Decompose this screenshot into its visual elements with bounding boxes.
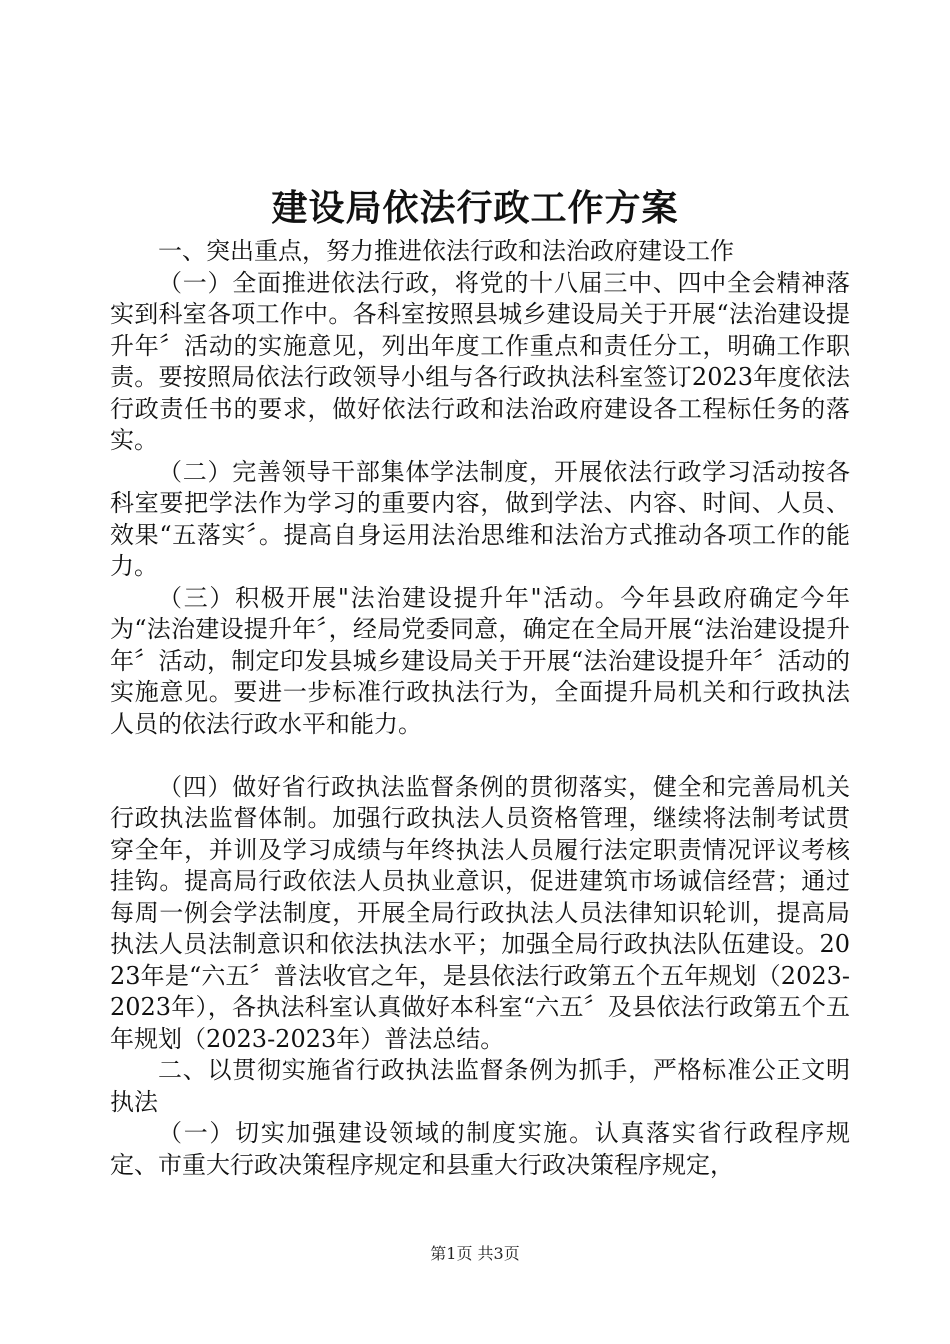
paragraph-spacer (110, 740, 850, 772)
document-title: 建设局依法行政工作方案 (271, 187, 679, 229)
document-body (110, 236, 850, 1181)
section-heading-1: 一、突出重点，努力推进依法行政和法治政府建设工作 (158, 237, 734, 265)
page-number: 第1页 共3页 (430, 1244, 520, 1263)
paragraph-1-1: （一）全面推进依法行政，将党的十八届三中、四中全会精神落实到科室各项工作中。各科室按照县城乡建设局关于开展“法治建设提升年〞活动的实施意见，列出年度工作重点和责任分工，明确工作职责。要按照局依法行政领导小组与各行政执法科室签订2023年度依法行政责任书的要求，做好依法行政和法治政府建设各工程标任务的落实。 (110, 268, 850, 454)
paragraph-1-3: （三）积极开展"法治建设提升年"活动。今年县政府确定今年为“法治建设提升年〞，经局党委同意，确定在全局开展“法治建设提升年〞活动，制定印发县城乡建设局关于开展“法治建设提升年〞活动的实施意见。要进一步标准行政执法行为，全面提升局机关和行政执法人员的依法行政水平和能力。 (110, 583, 850, 738)
paragraph-2-1: （一）切实加强建设领域的制度实施。认真落实省行政程序规定、市重大行政决策程序规定和县重大行政决策程序规定， (110, 1119, 850, 1179)
section-heading-2: 二、以贯彻实施省行政执法监督条例为抓手，严格标准公正文明执法 (110, 1056, 850, 1116)
paragraph-1-4: （四）做好省行政执法监督条例的贯彻落实，健全和完善局机关行政执法监督体制。加强行政执法人员资格管理，继续将法制考试贯穿全年，并训及学习成绩与年终执法人员履行法定职责情况评议考核挂钩。提高局行政依法人员执业意识，促进建筑市场诚信经营；通过每周一例会学法制度，开展全局行政执法人员法律知识轮训，提高局执法人员法制意识和依法执法水平；加强全局行政执法队伍建设。2023年是“六五〞普法收官之年，是县依法行政第五个五年规划（2023-2023年），各执法科室认真做好本科室“六五〞及县依法行政第五个五年规划（2023-2023年）普法总结。 (110, 772, 850, 1053)
paragraph-1-2: （二）完善领导干部集体学法制度，开展依法行政学习活动按各科室要把学法作为学习的重要内容，做到学法、内容、时间、人员、效果“五落实〞。提高自身运用法治思维和法治方式推动各项工作的能力。 (110, 457, 850, 580)
